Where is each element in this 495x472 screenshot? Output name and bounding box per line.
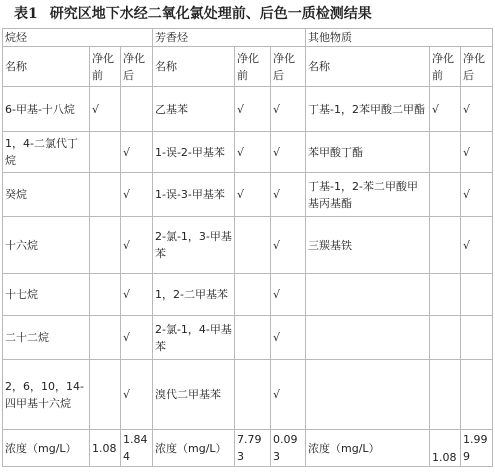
- table-caption: 研究区地下水经二氧化氯处理前、后色一质检测结果: [49, 6, 372, 22]
- group-header-row: [3, 29, 493, 47]
- alkane-concentration-before: 1.08: [90, 430, 121, 467]
- alkane-after: √: [121, 217, 153, 274]
- aromatic-after: √: [271, 360, 306, 430]
- aromatic-after: √: [271, 173, 306, 217]
- alkane-after: √: [121, 274, 153, 316]
- aromatic-after: √: [271, 132, 306, 173]
- other-before: [430, 217, 461, 274]
- other-after: √: [461, 87, 493, 132]
- alkane-after: [121, 87, 153, 132]
- group-alkanes: 烷烃: [3, 29, 153, 47]
- aromatic-before: √: [235, 132, 271, 173]
- other-concentration-after: 1.999: [461, 430, 493, 467]
- aromatic-name: 1-误-2-甲基苯: [153, 132, 235, 173]
- table-title: [0, 0, 495, 28]
- aromatic-concentration-before: 7.793: [235, 430, 271, 467]
- alkane-before: [90, 132, 121, 173]
- aromatic-before: [235, 316, 271, 360]
- results-table: [2, 28, 493, 467]
- alkane-before: [90, 360, 121, 430]
- other-after: [461, 360, 493, 430]
- alkane-name: 二十二烷: [3, 316, 90, 360]
- aromatic-before: [235, 360, 271, 430]
- header-after: 净化后: [121, 47, 153, 87]
- aromatic-name: 1-误-3-甲基苯: [153, 173, 235, 217]
- alkane-after: √: [121, 132, 153, 173]
- alkane-name: 十七烷: [3, 274, 90, 316]
- other-after: [461, 274, 493, 316]
- other-name: [306, 274, 430, 316]
- aromatic-before: √: [235, 173, 271, 217]
- table-number: 表1: [14, 6, 38, 22]
- table-row: [3, 132, 493, 173]
- alkane-concentration-after: 1.844: [121, 430, 153, 467]
- group-others: 其他物质: [306, 29, 493, 47]
- alkane-before: [90, 173, 121, 217]
- aromatic-before: √: [235, 87, 271, 132]
- alkane-name: 6-甲基-十八烷: [3, 87, 90, 132]
- other-before: [430, 274, 461, 316]
- aromatic-name: 2-氯-1，3-甲基苯: [153, 217, 235, 274]
- header-after: 净化后: [271, 47, 306, 87]
- alkane-name: 癸烷: [3, 173, 90, 217]
- other-name: 丁基-1，2-苯二甲酸甲基丙基酯: [306, 173, 430, 217]
- other-after: √: [461, 173, 493, 217]
- concentration-row: [3, 430, 493, 467]
- aromatic-after: √: [271, 217, 306, 274]
- aromatic-name: 2-氯-1，4-甲基苯: [153, 316, 235, 360]
- header-name: 名称: [153, 47, 235, 87]
- other-name: 三羰基铁: [306, 217, 430, 274]
- other-before: [430, 173, 461, 217]
- column-header-row: [3, 47, 493, 87]
- aromatic-concentration-after: 0.093: [271, 430, 306, 467]
- header-before: 净化前: [235, 47, 271, 87]
- table-row: [3, 173, 493, 217]
- aromatic-name: 乙基苯: [153, 87, 235, 132]
- other-after: [461, 316, 493, 360]
- aromatic-after: √: [271, 316, 306, 360]
- alkane-after: √: [121, 360, 153, 430]
- table-row: [3, 274, 493, 316]
- alkane-before: [90, 316, 121, 360]
- other-after: √: [461, 217, 493, 274]
- other-before: [430, 132, 461, 173]
- alkane-after: √: [121, 316, 153, 360]
- other-before: [430, 360, 461, 430]
- other-before: [430, 316, 461, 360]
- alkane-after: √: [121, 173, 153, 217]
- other-name: [306, 360, 430, 430]
- table-row: [3, 316, 493, 360]
- group-aromatics: 芳香烃: [153, 29, 306, 47]
- header-name: 名称: [3, 47, 90, 87]
- aromatic-before: [235, 274, 271, 316]
- aromatic-concentration-label: 浓度（mg/L）: [153, 430, 235, 467]
- header-before: 净化前: [430, 47, 461, 87]
- aromatic-after: √: [271, 274, 306, 316]
- other-before: √: [430, 87, 461, 132]
- alkane-name: 2，6，10，14-四甲基十六烷: [3, 360, 90, 430]
- header-after: 净化后: [461, 47, 493, 87]
- other-after: √: [461, 132, 493, 173]
- header-before: 净化前: [90, 47, 121, 87]
- other-concentration-before: 1.08: [430, 430, 461, 467]
- aromatic-name: 1，2-二甲基苯: [153, 274, 235, 316]
- other-concentration-label: 浓度（mg/L）: [306, 430, 430, 467]
- other-name: 苯甲酸丁酯: [306, 132, 430, 173]
- header-name: 名称: [306, 47, 430, 87]
- alkane-before: [90, 274, 121, 316]
- table-row: [3, 360, 493, 430]
- table-row: [3, 87, 493, 132]
- aromatic-name: 溴代二甲基苯: [153, 360, 235, 430]
- alkane-before: [90, 217, 121, 274]
- alkane-concentration-label: 浓度（mg/L）: [3, 430, 90, 467]
- table-row: [3, 217, 493, 274]
- aromatic-after: √: [271, 87, 306, 132]
- other-name: 丁基-1，2苯甲酸二甲酯: [306, 87, 430, 132]
- alkane-before: √: [90, 87, 121, 132]
- aromatic-before: [235, 217, 271, 274]
- alkane-name: 十六烷: [3, 217, 90, 274]
- other-name: [306, 316, 430, 360]
- alkane-name: 1，4-二氯代丁烷: [3, 132, 90, 173]
